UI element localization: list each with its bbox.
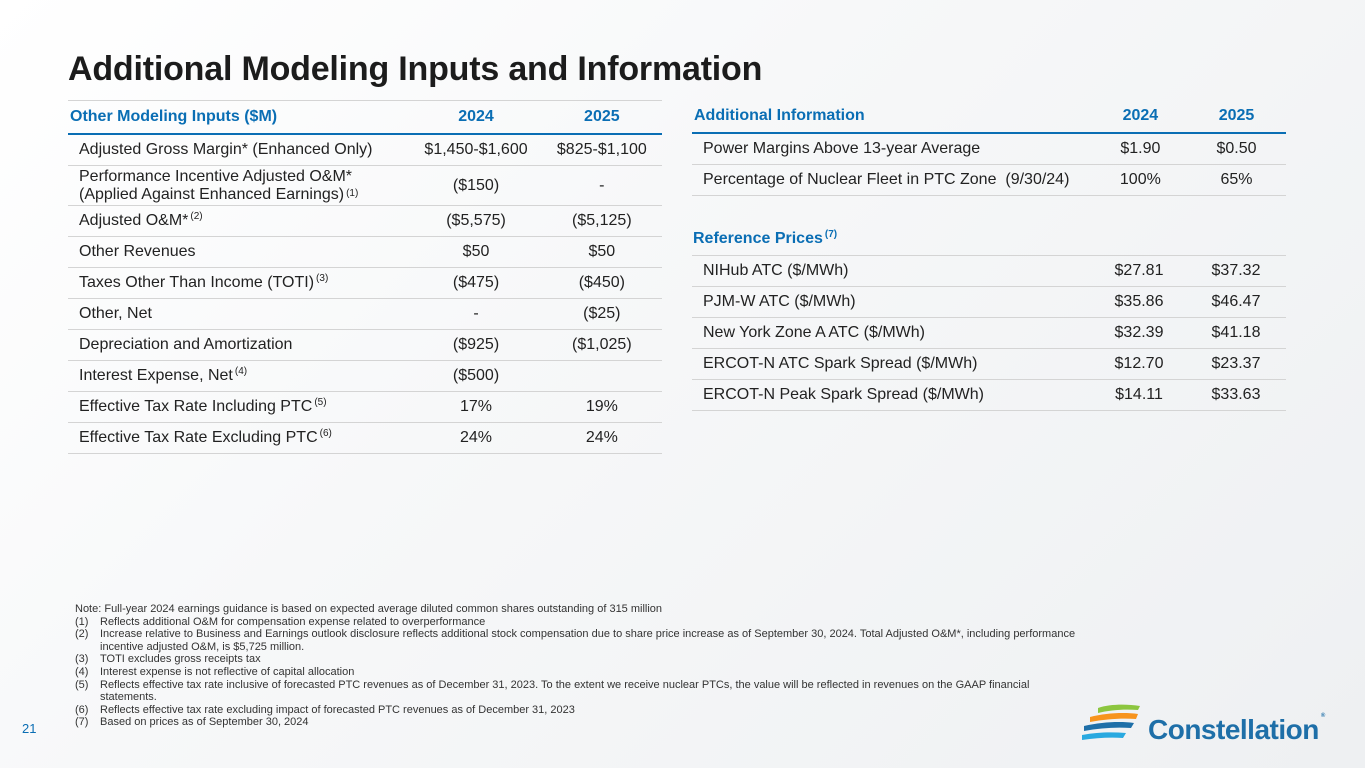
constellation-swoosh-icon <box>1080 702 1142 746</box>
value-2024: $27.81 <box>1092 256 1186 287</box>
row-label: NIHub ATC ($/MWh) <box>692 256 1092 287</box>
value-2025: $33.63 <box>1186 380 1286 411</box>
value-2025: 65% <box>1187 165 1286 196</box>
value-2024: $35.86 <box>1092 287 1186 318</box>
row-label: Adjusted O&M* $^{(2)}$ <box>68 206 410 237</box>
table-row <box>692 318 1286 349</box>
additional-information-table <box>692 100 1286 196</box>
table-header-row <box>692 100 1286 133</box>
value-2024: 100% <box>1094 165 1187 196</box>
value-2025: ($1,025) <box>542 330 662 361</box>
row-label <box>68 166 410 206</box>
column-header: 2024 <box>410 101 541 135</box>
table-row <box>68 299 662 330</box>
value-2025: ($25) <box>542 299 662 330</box>
table-row <box>692 256 1286 287</box>
table-row <box>692 287 1286 318</box>
value-2025: 19% <box>542 392 662 423</box>
footnote: (5) Reflects effective tax rate inclusive of forecasted PTC revenues as of December 31, 2023. To the extent we receive nuclear PTCs, the value will be reflected in revenues on the GAAP financial statements. <box>75 678 1030 704</box>
value-2025 <box>542 361 662 392</box>
value-2024: $1,450-$1,600 <box>410 134 541 166</box>
row-label: Percentage of Nuclear Fleet in PTC Zone (9/30/24) <box>692 165 1094 196</box>
value-2024: 24% <box>410 423 541 454</box>
value-2024: ($5,575) <box>410 206 541 237</box>
table-row <box>68 361 662 392</box>
column-header: Other Modeling Inputs ($M) <box>68 101 410 135</box>
value-2024: $32.39 <box>1092 318 1186 349</box>
logo-wordmark: Constellation ® <box>1148 713 1325 745</box>
value-2025: ($450) <box>542 268 662 299</box>
row-label: ERCOT-N Peak Spark Spread ($/MWh) <box>692 380 1092 411</box>
column-header: 2025 <box>542 101 662 135</box>
footnote: (6) Reflects effective tax rate excluding impact of forecasted PTC revenues as of December 31, 2023 <box>75 703 575 716</box>
value-2024: ($150) <box>410 166 541 206</box>
value-2024: 17% <box>410 392 541 423</box>
row-label: Effective Tax Rate Including PTC $^{(5)}$ <box>68 392 410 423</box>
row-label-line1: Performance Incentive Adjusted O&M* <box>79 167 353 185</box>
column-header: 2025 <box>1187 100 1286 133</box>
page-number: 21 <box>22 721 37 736</box>
value-2024: - <box>410 299 541 330</box>
value-2025: $37.32 <box>1186 256 1286 287</box>
footnote-ref: (1) <box>346 187 359 199</box>
footnote: (1) Reflects additional O&M for compensation expense related to overperformance <box>75 615 486 628</box>
table-row <box>68 166 662 206</box>
footnote-ref: (7) <box>824 229 838 240</box>
footnote-ref: (3) <box>316 273 329 284</box>
value-2024: $50 <box>410 237 541 268</box>
table-row <box>692 165 1286 196</box>
table-row <box>692 349 1286 380</box>
value-2025: ($5,125) <box>542 206 662 237</box>
table-row <box>68 134 662 166</box>
value-2025: $825-$1,100 <box>542 134 662 166</box>
table-row <box>692 380 1286 411</box>
value-2024: ($475) <box>410 268 541 299</box>
row-label: Adjusted Gross Margin* (Enhanced Only) <box>68 134 410 166</box>
table-row <box>68 268 662 299</box>
constellation-logo <box>1080 700 1330 748</box>
footnote: (2) Increase relative to Business and Earnings outlook disclosure reflects additional stock compensation due to share price increase as of September 30, 2024. Total Adjusted O&M*, including performance incentive adjusted O&M, is $5,725 million. <box>75 628 1076 653</box>
row-label: Effective Tax Rate Excluding PTC $^{(6)}$ <box>68 423 410 454</box>
table-row <box>68 237 662 268</box>
column-header: Additional Information <box>692 100 1094 133</box>
value-2025: - <box>542 166 662 206</box>
value-2025: $50 <box>542 237 662 268</box>
row-label: Taxes Other Than Income (TOTI) $^{(3)}$ <box>68 268 410 299</box>
column-header: 2024 <box>1094 100 1187 133</box>
row-label: Other, Net <box>68 299 410 330</box>
row-label: Other Revenues <box>68 237 410 268</box>
footnote: (7) Based on prices as of September 30, 2024 <box>75 716 309 729</box>
row-label: PJM-W ATC ($/MWh) <box>692 287 1092 318</box>
footnote-ref: (4) <box>234 366 248 377</box>
footnote-ref: (5) <box>314 397 327 408</box>
footnote: (4) Interest expense is not reflective of capital allocation <box>75 665 355 678</box>
table-row <box>68 392 662 423</box>
row-label: Interest Expense, Net $^{(4)}$ <box>68 361 410 392</box>
value-2024: $1.90 <box>1094 133 1187 165</box>
table-row <box>68 423 662 454</box>
value-2024: $12.70 <box>1092 349 1186 380</box>
value-2025: $46.47 <box>1186 287 1286 318</box>
reference-prices-table <box>692 255 1286 411</box>
footnote: (3) TOTI excludes gross receipts tax <box>75 653 261 666</box>
table-header-row <box>68 101 662 135</box>
row-label: Power Margins Above 13-year Average <box>692 133 1094 165</box>
footnotes <box>75 603 1085 729</box>
page-title: Additional Modeling Inputs and Information <box>68 50 763 88</box>
table-row <box>692 133 1286 165</box>
value-2025: $41.18 <box>1186 318 1286 349</box>
footnote-intro: Note: Full-year 2024 earnings guidance is based on expected average diluted common shares outstanding of 315 million <box>75 603 663 615</box>
value-2024: ($500) <box>410 361 541 392</box>
footnote-ref: (6) <box>319 428 332 439</box>
row-label: ERCOT-N ATC Spark Spread ($/MWh) <box>692 349 1092 380</box>
modeling-inputs-table <box>68 100 662 454</box>
row-label: Depreciation and Amortization <box>68 330 410 361</box>
value-2024: $14.11 <box>1092 380 1186 411</box>
value-2025: 24% <box>542 423 662 454</box>
value-2025: $0.50 <box>1187 133 1286 165</box>
value-2024: ($925) <box>410 330 541 361</box>
table-row <box>68 330 662 361</box>
table-row <box>68 206 662 237</box>
footnote-ref: (2) <box>190 211 203 222</box>
reference-prices-heading: Reference Prices $^{(7)}$ <box>693 229 838 247</box>
row-label: New York Zone A ATC ($/MWh) <box>692 318 1092 349</box>
value-2025: $23.37 <box>1186 349 1286 380</box>
row-label-line2: (Applied Against Enhanced Earnings) <box>79 185 345 203</box>
